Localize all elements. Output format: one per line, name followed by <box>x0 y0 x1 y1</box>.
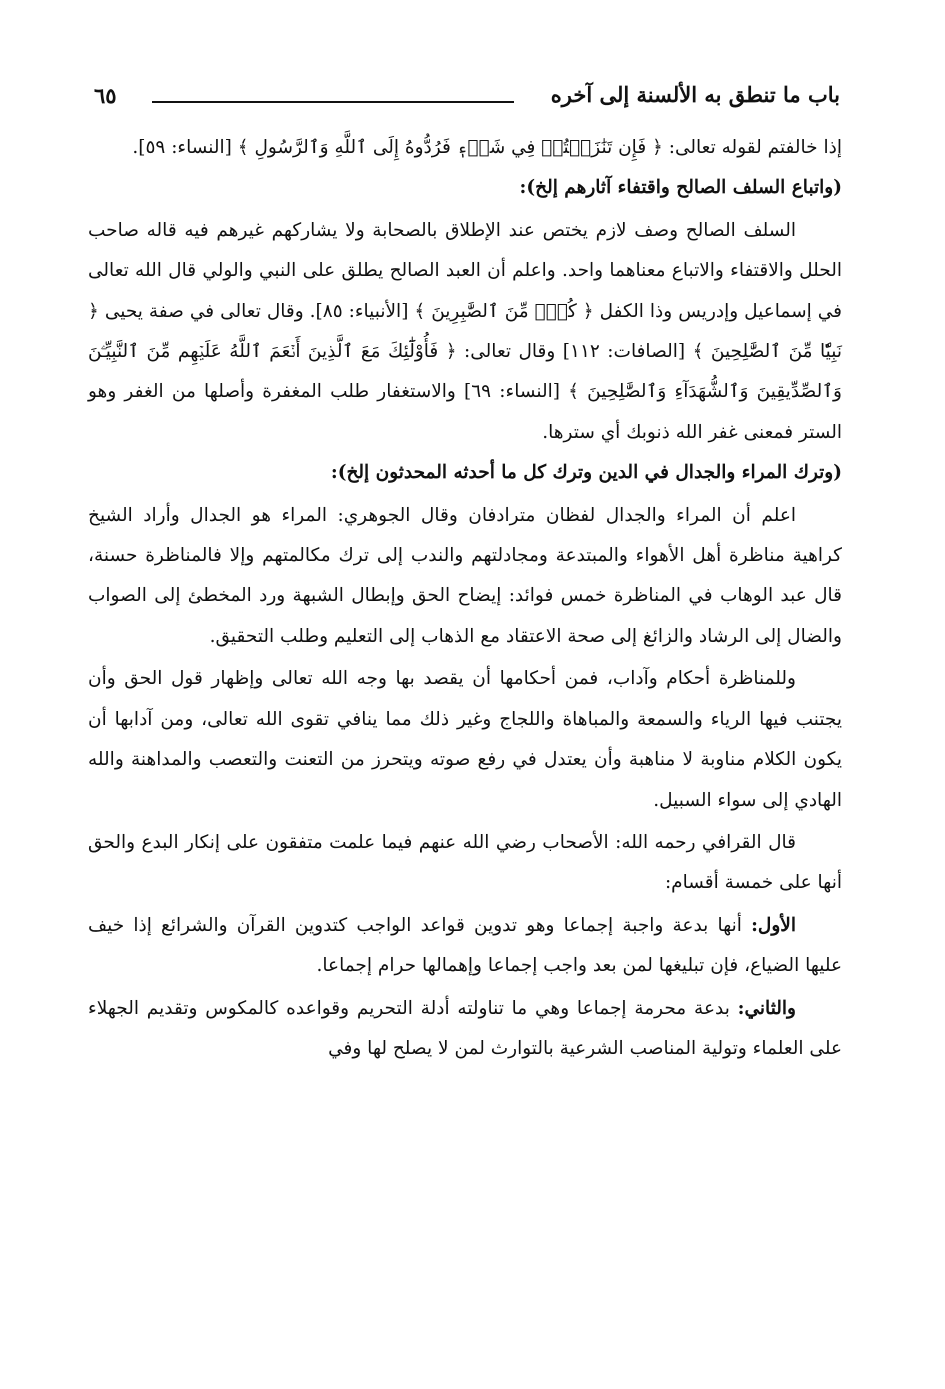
running-title: باب ما تنطق به الألسنة إلى آخره <box>550 82 840 107</box>
second-kind-label: والثاني: <box>737 997 796 1019</box>
first-kind-text: أنها بدعة واجبة إجماعا وهو تدوين قواعد الواجب كتدوين القرآن والشرائع إذا خيف عليها الضياع، فإن تبليغها لمن بعد واجب إجماعا وإهمالها حرام إجماعا. <box>88 914 842 977</box>
second-kind-text: بدعة محرمة إجماعا وهي ما تناولته أدلة التحريم وقواعده كالمكوس وتقديم الجهلاء على العلماء وتولية المناصب الشرعية بالتوارث لمن لا يصلح لها وفي <box>88 997 842 1059</box>
page-header <box>92 80 840 128</box>
paragraph-quran-conflict: إذا خالفتم لقوله تعالى: ﴿ فَإِن تَنَٰزَعۡتُمۡ فِي شَيۡءٖ فَرُدُّوهُ إِلَى ٱللَّهِ وَٱلرَّسُولِ ﴾ [النساء: ٥٩]. <box>132 137 842 158</box>
paragraph-salaf: السلف الصالح وصف لازم يختص عند الإطلاق بالصحابة ولا يشاركهم غيرهم فيه قاله صاحب الحلل والاقتفاء والاتباع معناهما واحد. واعلم أن العبد الصالح يطلق على النبي والولي قال الله تعالى في إسماعيل وإدريس وذا الكفل ﴿ كُلّٞ مِّنَ ٱلصَّٰبِرِينَ ﴾ [الأنبياء: ٨٥]. وقال تعالى في صفة يحيى ﴿ نَبِيّٗا مِّنَ ٱلصَّٰلِحِينَ ﴾ [الصافات: ١١٢] وقال تعالى: ﴿ فَأُوْلَٰٓئِكَ مَعَ ٱلَّذِينَ أَنۡعَمَ ٱللَّهُ عَلَيۡهِم مِّنَ ٱلنَّبِيِّـۧنَ وَٱلصِّدِّيقِينَ وَٱلشُّهَدَآءِ وَٱلصَّٰلِحِينَ ﴾ [النساء: ٦٩] والاستغفار طلب المغفرة وأصلها من الغفر وهو الستر فمعنى غفر الله ذنوبك أي سترها. <box>88 219 843 443</box>
page-body <box>88 128 842 1069</box>
header-rule <box>152 101 514 103</box>
paragraph-debate: اعلم أن المراء والجدال لفظان مترادفان وقال الجوهري: المراء هو الجدال وأراد الشيخ كراهية مناظرة أهل الأهواء والمبتدعة ومجادلتهم والندب إلى ترك مكالمتهم وإلا فالمناظرة حسنة، قال عبد الوهاب في المناظرة خمس فوائد: إيضاح الحق وإبطال الشبهة ورد المخطئ إلى الصواب والضال إلى الرشاد والزائغ إلى صحة الاعتقاد مع الذهاب إلى التعليم وطلب التحقيق. <box>88 504 842 647</box>
page-number: ٦٥ <box>94 83 117 108</box>
first-kind-label: الأول: <box>751 914 796 936</box>
paragraph-first-kind <box>88 906 842 987</box>
paragraph-qarafi: قال القرافي رحمه الله: الأصحاب رضي الله عنهم فيما علمت متفقون على إنكار البدع والحق أنها على خمسة أقسام: <box>88 831 842 894</box>
paragraph-second-kind <box>88 989 842 1070</box>
paragraph-debate-rules: وللمناظرة أحكام وآداب، فمن أحكامها أن يقصد بها وجه الله تعالى وإظهار قول الحق وأن يجتنب فيها الرياء والسمعة والمباهاة واللجاج وغير ذلك مما ينافي تقوى الله تعالى، ومن آدابها أن يكون الكلام مناوبة لا مناهبة وأن يعتدل في رفع صوته ويتحرز من التعنت والتعصب والمداهنة والله الهادي إلى سواء السبيل. <box>88 668 842 811</box>
section-heading-salaf: (واتباع السلف الصالح واقتفاء آثارهم إلخ): <box>519 177 842 199</box>
section-heading-debate: (وترك المراء والجدال في الدين وترك كل ما أحدثه المحدثون إلخ): <box>330 462 842 484</box>
